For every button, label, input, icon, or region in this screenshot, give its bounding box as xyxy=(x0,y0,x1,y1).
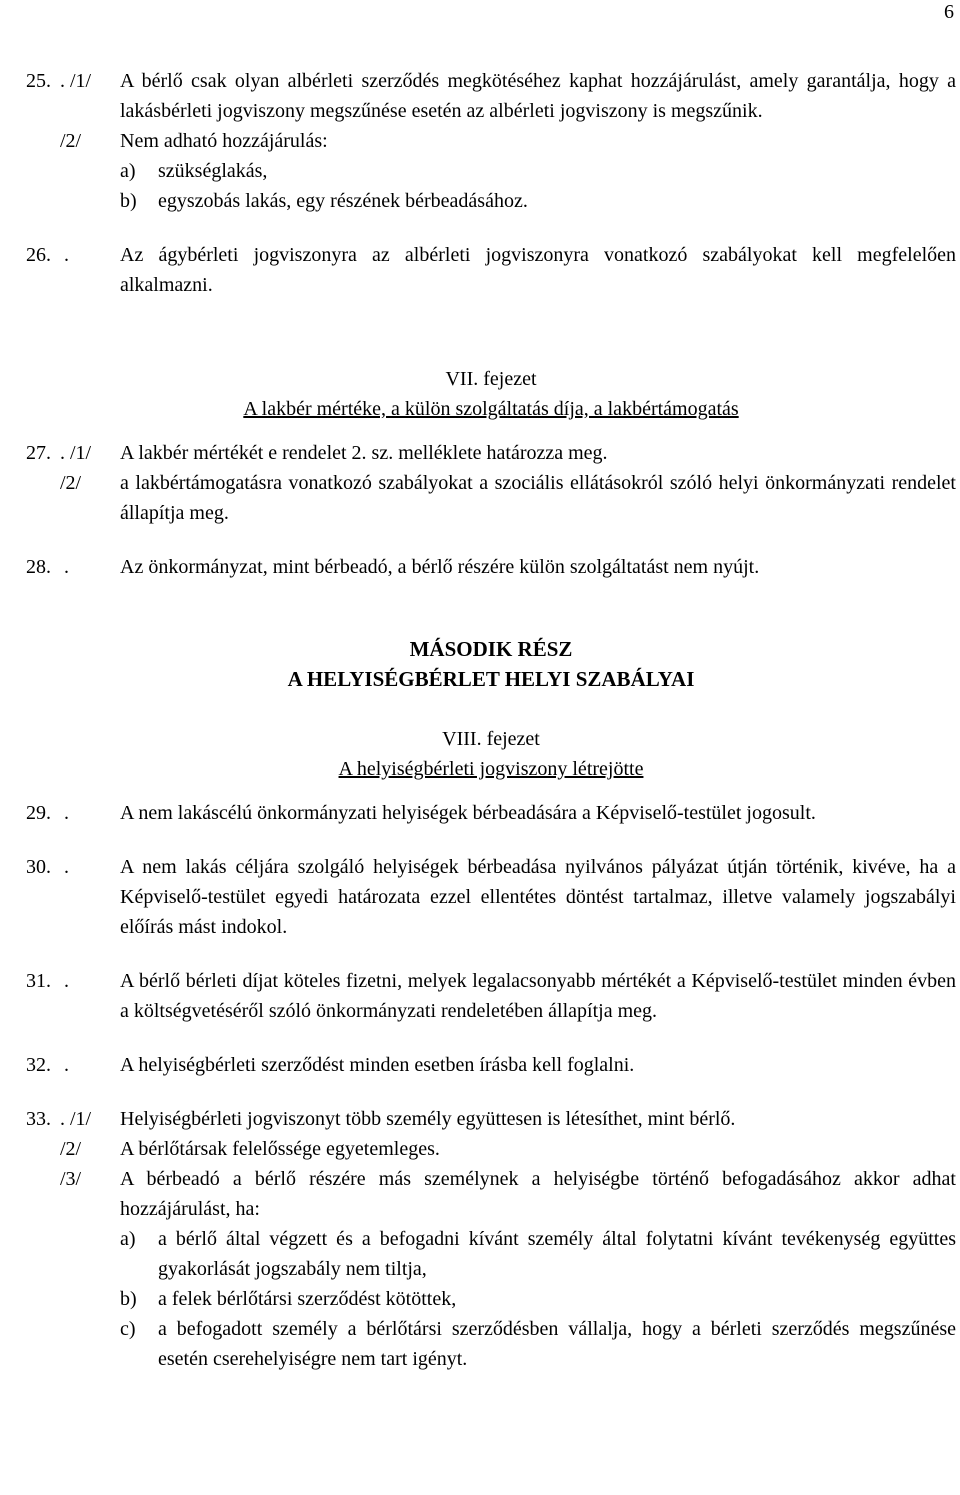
list-label: c) xyxy=(120,1318,136,1340)
section-25-para-2 xyxy=(26,126,956,216)
chapter-label: VII. fejezet xyxy=(445,368,537,390)
list-text: a felek bérlőtársi szerződést kötöttek, xyxy=(158,1288,457,1310)
section-number: 25. xyxy=(26,70,51,92)
paragraph-text: A bérbeadó a bérlő részére más személynek a helyiségbe történő befogadásához akkor adhat hozzájárulást, ha: xyxy=(120,1168,956,1220)
chapter-title: A helyiségbérleti jogviszony létrejötte xyxy=(338,758,644,780)
section-32 xyxy=(26,1050,956,1080)
chapter-label: VIII. fejezet xyxy=(442,728,540,750)
document-body xyxy=(26,66,956,1374)
list-label: a) xyxy=(120,1228,136,1250)
section-27-para-1 xyxy=(26,438,956,468)
paragraph-number: . /1/ xyxy=(60,442,92,464)
section-number: 30. xyxy=(26,856,51,878)
section-number: 33. xyxy=(26,1108,51,1130)
paragraph-number: . xyxy=(64,802,69,824)
part-title: A HELYISÉGBÉRLET HELYI SZABÁLYAI xyxy=(287,667,695,691)
paragraph-text: A helyiségbérleti szerződést minden esetben írásba kell foglalni. xyxy=(120,1054,635,1076)
paragraph-text: Az önkormányzat, mint bérbeadó, a bérlő részére külön szolgáltatást nem nyújt. xyxy=(120,556,760,578)
section-number: 29. xyxy=(26,802,51,824)
paragraph-number: /2/ xyxy=(60,1138,82,1160)
list-text: a bérlő által végzett és a befogadni kívánt személy által folytatni kívánt tevékenység együttes gyakorlását jogszabály nem tiltja, xyxy=(158,1228,956,1280)
list-text: a befogadott személy a bérlőtársi szerződésben vállalja, hogy a bérleti szerződés megszűnése esetén cserehelyiségre nem tart igényt. xyxy=(158,1318,956,1370)
section-number: 28. xyxy=(26,556,51,578)
section-30 xyxy=(26,852,956,942)
paragraph-number: . xyxy=(64,856,69,878)
list-label: b) xyxy=(120,1288,137,1310)
list-text: szükséglakás, xyxy=(158,160,268,182)
paragraph-number: . xyxy=(64,970,69,992)
chapter-7-heading xyxy=(26,364,956,424)
paragraph-text: Az ágybérleti jogviszonyra az albérleti jogviszonyra vonatkozó szabályokat kell megfelelően alkalmazni. xyxy=(120,244,956,296)
list-text: egyszobás lakás, egy részének bérbeadásához. xyxy=(158,190,528,212)
section-33-para-2 xyxy=(26,1134,956,1164)
paragraph-number: /2/ xyxy=(60,472,82,494)
paragraph-text: A bérlőtársak felelőssége egyetemleges. xyxy=(120,1138,440,1160)
paragraph-text: a lakbértámogatásra vonatkozó szabályokat a szociális ellátásokról szóló helyi önkormányzati rendelet állapítja meg. xyxy=(120,472,956,524)
paragraph-text: A bérlő csak olyan albérleti szerződés megkötéséhez kaphat hozzájárulást, amely garantálja, hogy a lakásbérleti jogviszony megszűnése esetén az albérleti jogviszony is megszűnik. xyxy=(120,70,956,122)
list-item xyxy=(120,186,956,216)
paragraph-number: . /1/ xyxy=(60,1108,92,1130)
section-number: 31. xyxy=(26,970,51,992)
section-number: 32. xyxy=(26,1054,51,1076)
section-27-para-2 xyxy=(26,468,956,528)
section-number: 26. xyxy=(26,244,51,266)
paragraph-number: . xyxy=(64,1054,69,1076)
paragraph-text: A nem lakás céljára szolgáló helyiségek bérbeadása nyilvános pályázat útján történik, kivéve, ha a Képviselő-testület egyedi határozata ezzel ellentétes döntést tartalmaz, illetve valamely jogszabályi előírás mást indokol. xyxy=(120,856,956,938)
paragraph-text: Helyiségbérleti jogviszonyt több személy együttesen is létesíthet, mint bérlő. xyxy=(120,1108,736,1130)
list-item xyxy=(120,1314,956,1374)
section-number: 27. xyxy=(26,442,51,464)
paragraph-number: /2/ xyxy=(60,130,82,152)
section-33-para-1 xyxy=(26,1104,956,1134)
paragraph-text: A lakbér mértékét e rendelet 2. sz. melléklete határozza meg. xyxy=(120,442,608,464)
paragraph-text: Nem adható hozzájárulás: xyxy=(120,130,328,152)
list-item xyxy=(120,1224,956,1284)
list-item xyxy=(120,156,956,186)
list-label: b) xyxy=(120,190,137,212)
section-29 xyxy=(26,798,956,828)
list-label: a) xyxy=(120,160,136,182)
list-item xyxy=(120,1284,956,1314)
section-28 xyxy=(26,552,956,582)
paragraph-number: . xyxy=(64,244,69,266)
section-26 xyxy=(26,240,956,300)
section-25-para-1 xyxy=(26,66,956,126)
paragraph-number: . /1/ xyxy=(60,70,92,92)
paragraph-text: A bérlő bérleti díjat köteles fizetni, melyek legalacsonyabb mértékét a Képviselő-testület minden évben a költségvetéséről szóló önkormányzati rendeletében állapítja meg. xyxy=(120,970,956,1022)
section-31 xyxy=(26,966,956,1026)
part-2-heading xyxy=(26,634,956,694)
chapter-title: A lakbér mértéke, a külön szolgáltatás díja, a lakbértámogatás xyxy=(243,398,739,420)
paragraph-number: . xyxy=(64,556,69,578)
part-label: MÁSODIK RÉSZ xyxy=(409,637,573,661)
chapter-8-heading xyxy=(26,724,956,784)
page-number: 6 xyxy=(944,1,954,23)
section-33-para-3 xyxy=(26,1164,956,1374)
paragraph-text: A nem lakáscélú önkormányzati helyiségek bérbeadására a Képviselő-testület jogosult. xyxy=(120,802,816,824)
paragraph-number: /3/ xyxy=(60,1168,82,1190)
